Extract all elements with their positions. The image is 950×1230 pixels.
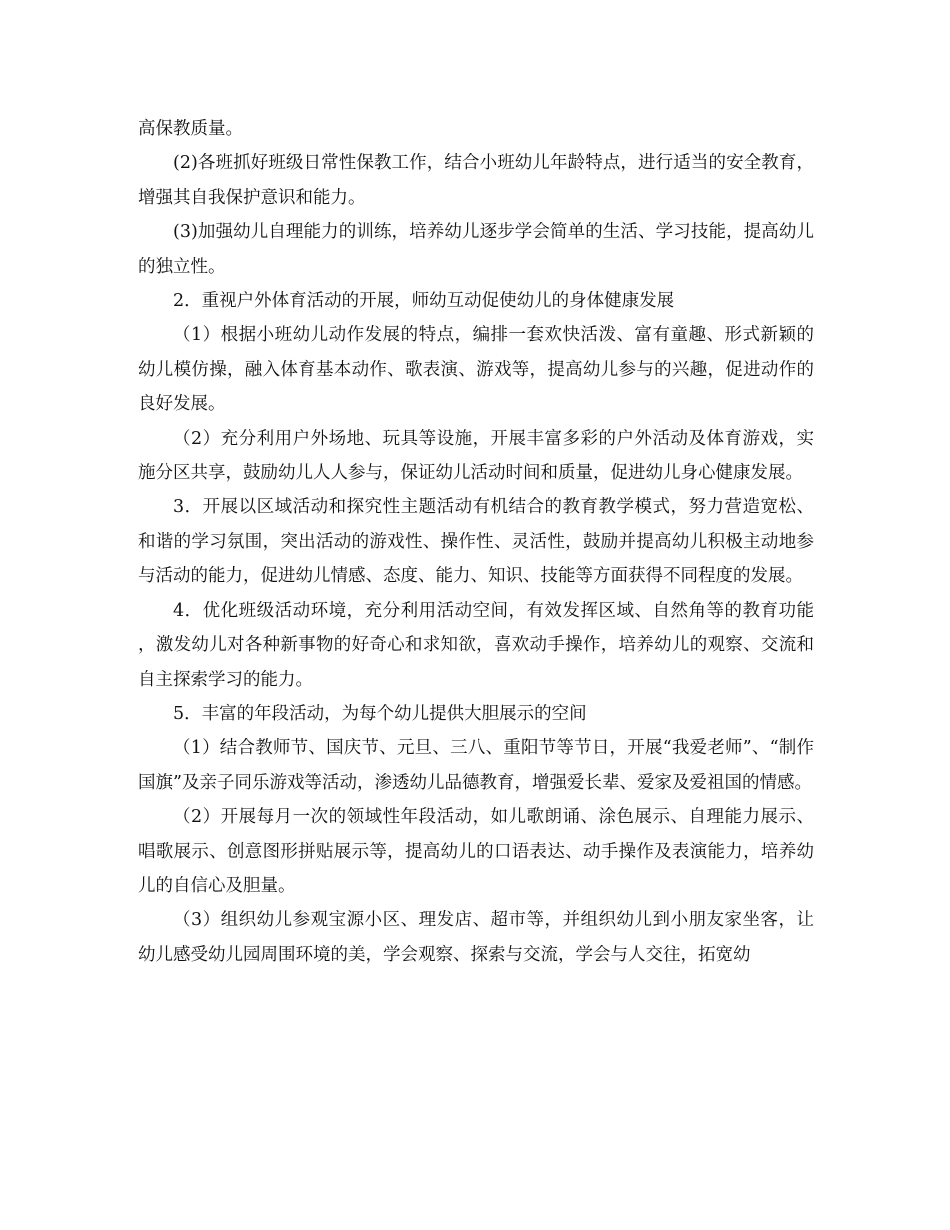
paragraph: (3)加强幼儿自理能力的训练，培养幼儿逐步学会简单的生活、学习技能，提高幼儿的独立性。 [138,222,814,277]
paragraph: （1）结合教师节、国庆节、元旦、三八、重阳节等节日，开展“我爱老师”、“制作国旗”及亲子同乐游戏等活动，渗透幼儿品德教育，增强爱长辈、爱家及爱祖国的情感。 [138,738,814,793]
section-heading: 5．丰富的年段活动，为每个幼儿提供大胆展示的空间 [173,703,587,724]
paragraph: （1）根据小班幼儿动作发展的特点，编排一套欢快活泼、富有童趣、形式新颖的幼儿模仿操，融入体育基本动作、歌表演、游戏等，提高幼儿参与的兴趣，促进动作的良好发展。 [138,325,814,415]
paragraph: 4．优化班级活动环境，充分利用活动空间，有效发挥区域、自然角等的教育功能，激发幼儿对各种新事物的好奇心和求知欲，喜欢动手操作，培养幼儿的观察、交流和自主探索学习的能力。 [138,600,814,690]
paragraph: （3）组织幼儿参观宝源小区、理发店、超市等，并组织幼儿到小朋友家坐客，让幼儿感受幼儿园周围环境的美，学会观察、探索与交流，学会与人交往，拓宽幼 [138,910,814,965]
paragraph: 3．开展以区域活动和探究性主题活动有机结合的教育教学模式，努力营造宽松、和谐的学习氛围，突出活动的游戏性、操作性、灵活性，鼓励并提高幼儿积极主动地参与活动的能力，促进幼儿情感、态度、能力、知识、技能等方面获得不同程度的发展。 [138,497,814,587]
paragraph: （2）充分利用户外场地、玩具等设施，开展丰富多彩的户外活动及体育游戏，实施分区共享，鼓励幼儿人人参与，保证幼儿活动时间和质量，促进幼儿身心健康发展。 [138,428,814,484]
document-body [138,112,814,972]
paragraph: （2）开展每月一次的领域性年段活动，如儿歌朗诵、涂色展示、自理能力展示、唱歌展示、创意图形拼贴展示等，提高幼儿的口语表达、动手操作及表演能力，培养幼儿的自信心及胆量。 [138,807,814,896]
section-heading: 2．重视户外体育活动的开展，师幼互动促使幼儿的身体健康发展 [173,291,675,312]
paragraph: (2)各班抓好班级日常性保教工作，结合小班幼儿年龄特点，进行适当的安全教育，增强其自我保护意识和能力。 [138,153,814,208]
paragraph: 高保教质量。 [138,119,243,139]
